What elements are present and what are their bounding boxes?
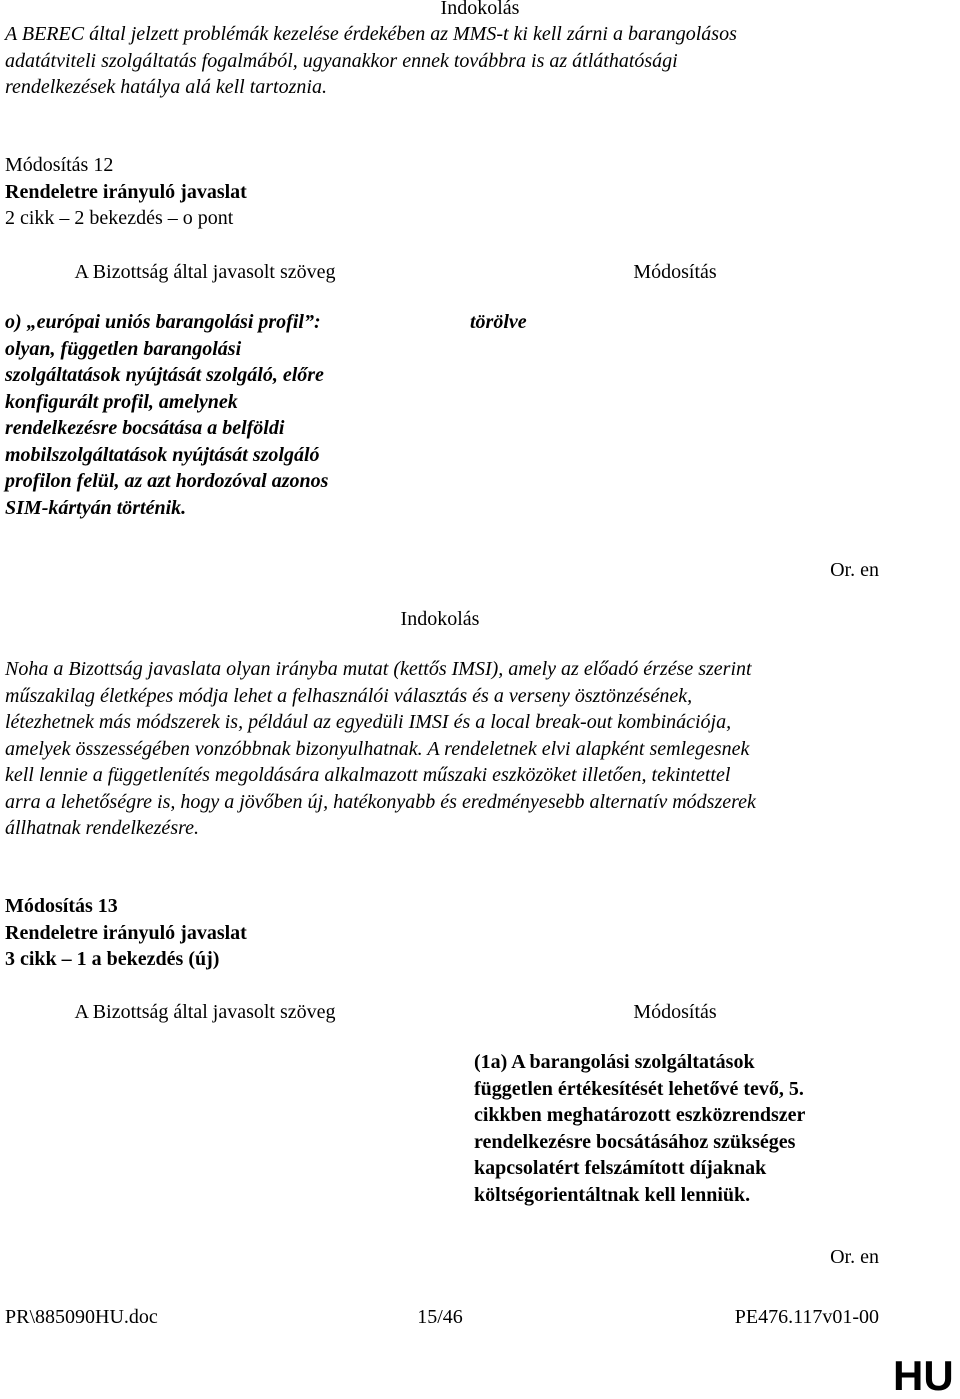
text-line: A BEREC által jelzett problémák kezelése érdekében az MMS-t ki kell zárni a barangolásos: [5, 23, 737, 45]
top-justification-heading: Indokolás: [440, 0, 520, 19]
footer-page-number: 15/46: [417, 1306, 463, 1328]
text-line: arra a lehetőségre is, hogy a jövőben új, hatékonyabb és eredményesebb alternatív módszerek: [5, 790, 756, 813]
proposal-label: Rendeletre irányuló javaslat: [5, 921, 247, 944]
amendment-text-column: [474, 1049, 805, 1208]
text-line: SIM-kártyán történik.: [5, 496, 187, 519]
article-reference: 2 cikk – 2 bekezdés – o pont: [5, 207, 234, 229]
original-language-marker: Or. en: [830, 559, 879, 581]
column-header-commission-text: A Bizottság által javasolt szöveg: [74, 1001, 336, 1023]
column-header-commission-text: A Bizottság által javasolt szöveg: [74, 261, 336, 283]
text-line: cikkben meghatározott eszközrendszer: [474, 1104, 806, 1126]
text-line: konfigurált profil, amelynek: [5, 390, 238, 413]
footer-doc-ref: PR\885090HU.doc: [5, 1306, 158, 1328]
text-line: olyan, független barangolási: [5, 337, 242, 360]
text-line: (1a) A barangolási szolgáltatások: [474, 1051, 755, 1073]
amendment-12-header: [5, 152, 247, 232]
text-line: rendelkezésre bocsátásához szükséges: [474, 1130, 796, 1153]
text-line: kapcsolatért felszámított díjaknak: [474, 1157, 767, 1179]
top-justification-text: [5, 21, 737, 101]
text-line: állhatnak rendelkezésre.: [5, 817, 200, 839]
text-line: független értékesítését lehetővé tevő, 5.: [474, 1077, 804, 1100]
text-line: adatátviteli szolgáltatás fogalmából, ugyanakkor ennek továbbra is az átláthatósági: [5, 49, 678, 72]
text-line: rendelkezésre bocsátása a belföldi: [5, 417, 285, 439]
text-line: profilon felül, az azt hordozóval azonos: [5, 470, 329, 492]
justification-text: [5, 656, 756, 842]
text-line: mobilszolgáltatások nyújtását szolgáló: [5, 443, 320, 466]
text-line: o) „európai uniós barangolási profil”:: [5, 311, 321, 333]
amendment-number: Módosítás 13: [5, 895, 118, 917]
justification-heading: Indokolás: [400, 608, 480, 630]
proposal-label: Rendeletre irányuló javaslat: [5, 180, 247, 203]
commission-text-column: [5, 309, 328, 521]
text-line: amelyek összességében vonzóbbnak bizonyulhatnak. A rendeletnek elvi alapként semlegesnek: [5, 737, 750, 760]
article-reference: 3 cikk – 1 a bekezdés (új): [5, 948, 220, 970]
text-line: kell lennie a függetlenítés megoldására alkalmazott műszaki eszközöket illetően, tekintettel: [5, 764, 731, 786]
footer-language-code: HU: [893, 1352, 954, 1399]
column-header-amendment: Módosítás: [633, 1001, 717, 1023]
column-header-amendment: Módosítás: [633, 261, 717, 283]
text-line: műszakilag életképes módja lehet a felhasználói választás és a verseny ösztönzésének,: [5, 684, 693, 707]
text-line: létezhetnek más módszerek is, például az egyedüli IMSI és a local break-out kombinációja,: [5, 711, 732, 733]
footer-pe-ref: PE476.117v01-00: [734, 1306, 879, 1328]
text-line: Noha a Bizottság javaslata olyan irányba mutat (kettős IMSI), amely az előadó érzése szerint: [5, 658, 752, 680]
text-line: szolgáltatások nyújtását szolgáló, előre: [5, 364, 324, 386]
text-line: rendelkezések hatálya alá kell tartoznia.: [5, 76, 327, 98]
text-line: költségorientáltnak kell lenniük.: [474, 1183, 751, 1206]
original-language-marker: Or. en: [830, 1246, 879, 1268]
amendment-text-column: törölve: [470, 311, 527, 333]
amendment-number: Módosítás 12: [5, 154, 114, 176]
amendment-13-header: [5, 893, 247, 973]
